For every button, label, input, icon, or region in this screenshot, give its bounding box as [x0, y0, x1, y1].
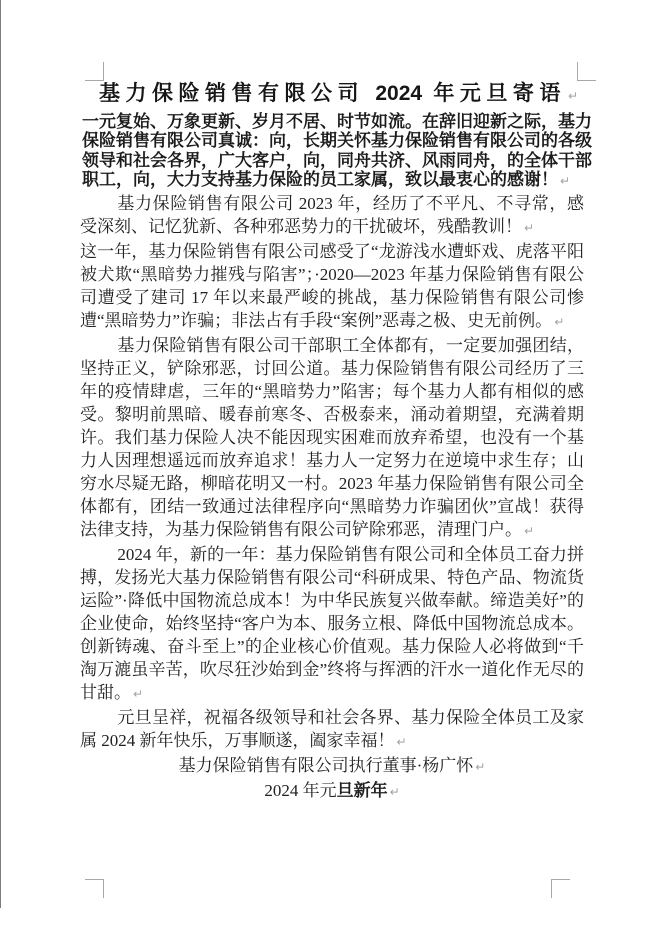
paragraph-text: 基力保险销售有限公司 2023 年，经历了不平凡、不寻常，感受深刻、记忆犹新、各种邪恶势力的干扰破坏，残酷教训！ [80, 193, 584, 236]
paragraph-text: 基力保险销售有限公司干部职工全体都有，一定要加强团结，坚持正义，铲除邪恶，讨回公道。基力保险销售有限公司经历了三年的疫情肆虐，三年的“黑暗势力”陷害；每个基力人都有相似的感受。黎明前黑暗、暖春前寒冬、否极泰来，涌动着期望，充满着期许。我们基力保险人决不能因现实困难而放弃希望，也没有一个基力人因理想遥远而放弃追求！基力人一定努力在逆境中求生存；山穷水尽疑无路，柳暗花明又一村。2023 年基力保险销售有限公司全体都有，团结一致通过法律程序向“黑暗势力诈骗团伙”宣战！获得法律支持，为基力保险销售有限公司铲除邪恶，清理门户。 [80, 335, 584, 539]
paragraph-unity-and-lawsuit [80, 334, 584, 543]
paragraph-year-2023-review [80, 192, 584, 240]
paragraph-mark-icon: ↵ [567, 89, 578, 103]
paragraph-mark-icon: ↵ [396, 734, 407, 749]
paragraph-new-year-wishes [80, 706, 584, 754]
paragraph-this-year-hardships [80, 240, 584, 334]
date-line [80, 779, 584, 804]
paragraph-text: 2024 年，新的一年：基力保险销售有限公司和全体员工奋力拼搏，发扬光大基力保险销售有限公司“科研成果、特色产品、物流货运险”·降低中国物流总成本！为中华民族复兴做奉献。缔造美好”的企业使命，始终坚持“客户为本、服务立根、降低中国物流总成本。创新铸魂、奋斗至上”的企业核心价值观。基力保险人必将做到“千淘万漉虽辛苦，吹尽狂沙始到金”终将与挥洒的汗水一道化作无尽的甘甜。 [80, 544, 584, 702]
signature-text: 基力保险销售有限公司执行董事·杨广怀 [178, 755, 474, 775]
signature-line [80, 754, 584, 779]
date-line-bold: 旦新年 [336, 780, 388, 800]
paragraph-text: 元旦呈祥，祝福各级领导和社会各界、基力保险全体员工及家属 2024 新年快乐，万事顺遂，阖家幸福！ [80, 707, 584, 750]
paragraph-text: 这一年，基力保险销售有限公司感受了“龙游浅水遭虾戏、虎落平阳被犬欺“黑暗势力摧残与陷害”；·2020—2023 年基力保险销售有限公司遭受了建司 17 年以来最严峻的挑战，基力保险销售有限公司惨遭“黑暗势力”诈骗；非法占有手段“案例”恶毒之极、史无前例。 [80, 241, 584, 330]
date-line-regular: 2024 年元 [264, 780, 337, 800]
document-text-area[interactable] [80, 79, 594, 804]
text-boundary-mark-bottom-left [85, 879, 104, 898]
paragraph-2024-outlook [80, 543, 584, 706]
paragraph-mark-icon: ↵ [524, 523, 535, 538]
paragraph-mark-icon: ↵ [554, 314, 565, 329]
paragraph-text: 一元复始、万象更新、岁月不居、时节如流。在辞旧迎新之际，基力保险销售有限公司真诚：向，长期关怀基力保险销售有限公司的各级领导和社会各界，广大客户，向，同舟共济、风雨同舟，的全体干部职工，向，大力支持基力保险的员工家属，致以最衷心的感谢！ [82, 112, 592, 190]
document-title [99, 79, 578, 111]
paragraph-mark-icon: ↵ [389, 784, 400, 799]
paragraph-greeting-intro [82, 112, 592, 192]
window-edge-line [0, 0, 1, 908]
paragraph-mark-icon: ↵ [524, 220, 535, 235]
paragraph-mark-icon: ↵ [475, 759, 486, 774]
text-boundary-mark-bottom-right [551, 879, 570, 898]
paragraph-mark-icon: ↵ [560, 174, 571, 189]
paragraph-mark-icon: ↵ [133, 686, 144, 701]
document-title-text: 基力保险销售有限公司 2024 年元旦寄语 [99, 82, 566, 105]
